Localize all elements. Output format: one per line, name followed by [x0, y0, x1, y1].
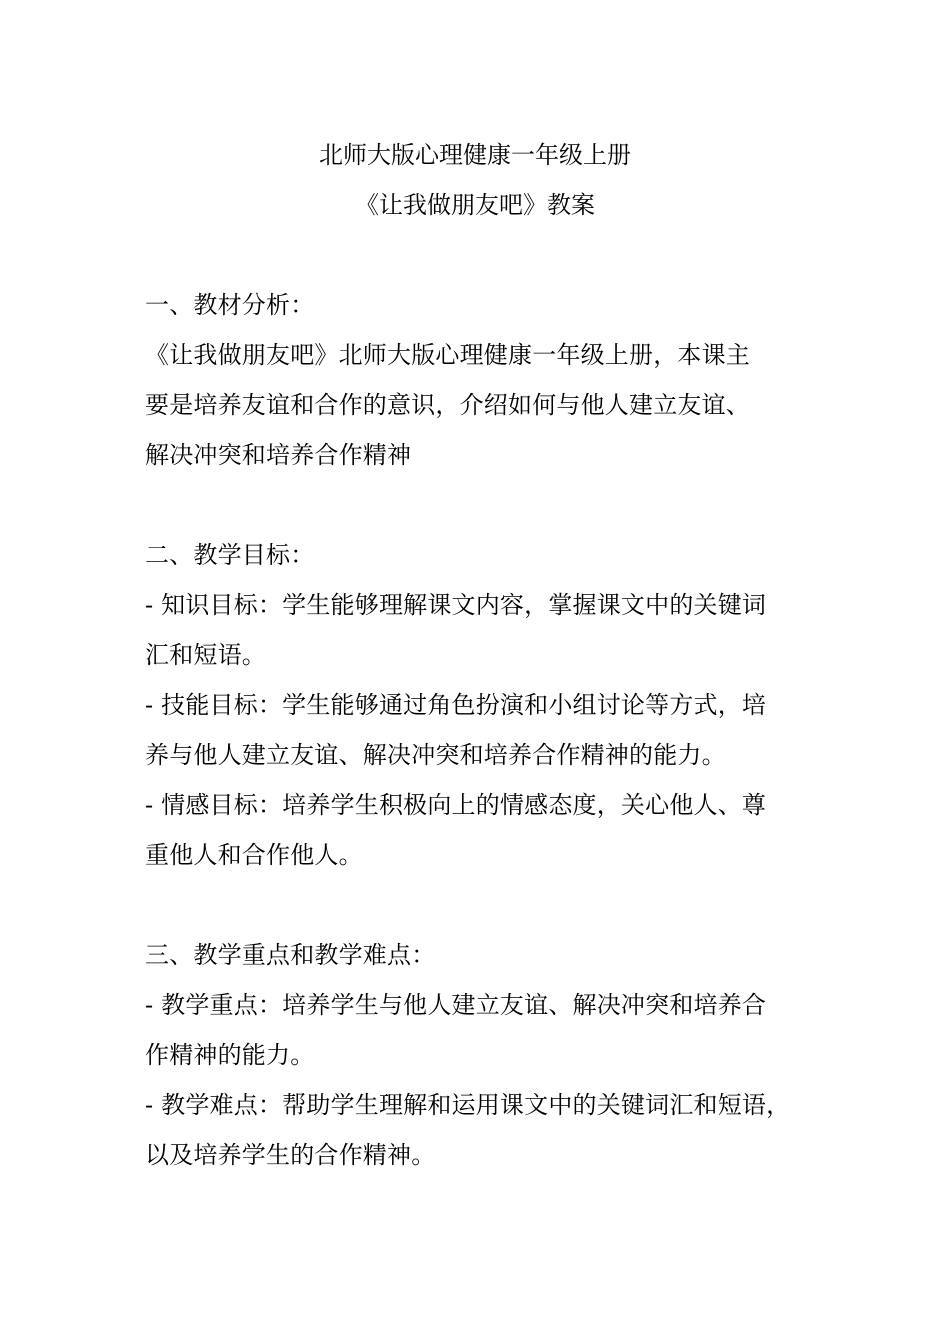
- section-heading: 二、教学目标：: [145, 541, 315, 569]
- section-heading: 三、教学重点和教学难点：: [145, 941, 436, 969]
- document-body: [145, 280, 825, 1180]
- title-block: [0, 130, 950, 230]
- section-material-analysis: [145, 280, 825, 480]
- paragraph-line: - 情感目标：培养学生积极向上的情感态度，关心他人、尊: [145, 791, 767, 819]
- paragraph-line: - 技能目标：学生能够通过角色扮演和小组讨论等方式，培: [145, 691, 767, 719]
- paragraph-line: - 知识目标：学生能够理解课文内容，掌握课文中的关键词: [145, 591, 767, 619]
- paragraph-line: 作精神的能力。: [145, 1041, 315, 1069]
- section-teaching-objectives: [145, 530, 825, 880]
- document-subtitle: 《让我做朋友吧》教案: [355, 191, 595, 219]
- paragraph-line: 养与他人建立友谊、解决冲突和培养合作精神的能力。: [145, 741, 726, 769]
- paragraph-line: 重他人和合作他人。: [145, 841, 363, 869]
- section-key-and-difficult-points: [145, 930, 825, 1180]
- section-heading: 一、教材分析：: [145, 291, 315, 319]
- document-title: 北师大版心理健康一年级上册: [319, 141, 631, 169]
- paragraph-line: - 教学重点：培养学生与他人建立友谊、解决冲突和培养合: [145, 991, 767, 1019]
- paragraph-line: 解决冲突和培养合作精神: [145, 441, 412, 469]
- paragraph-line: 《让我做朋友吧》北师大版心理健康一年级上册，本课主: [145, 341, 750, 369]
- paragraph-line: - 教学难点：帮助学生理解和运用课文中的关键词汇和短语，: [145, 1091, 791, 1119]
- paragraph-line: 以及培养学生的合作精神。: [145, 1141, 436, 1169]
- paragraph-line: 要是培养友谊和合作的意识，介绍如何与他人建立友谊、: [145, 391, 750, 419]
- paragraph-line: 汇和短语。: [145, 641, 266, 669]
